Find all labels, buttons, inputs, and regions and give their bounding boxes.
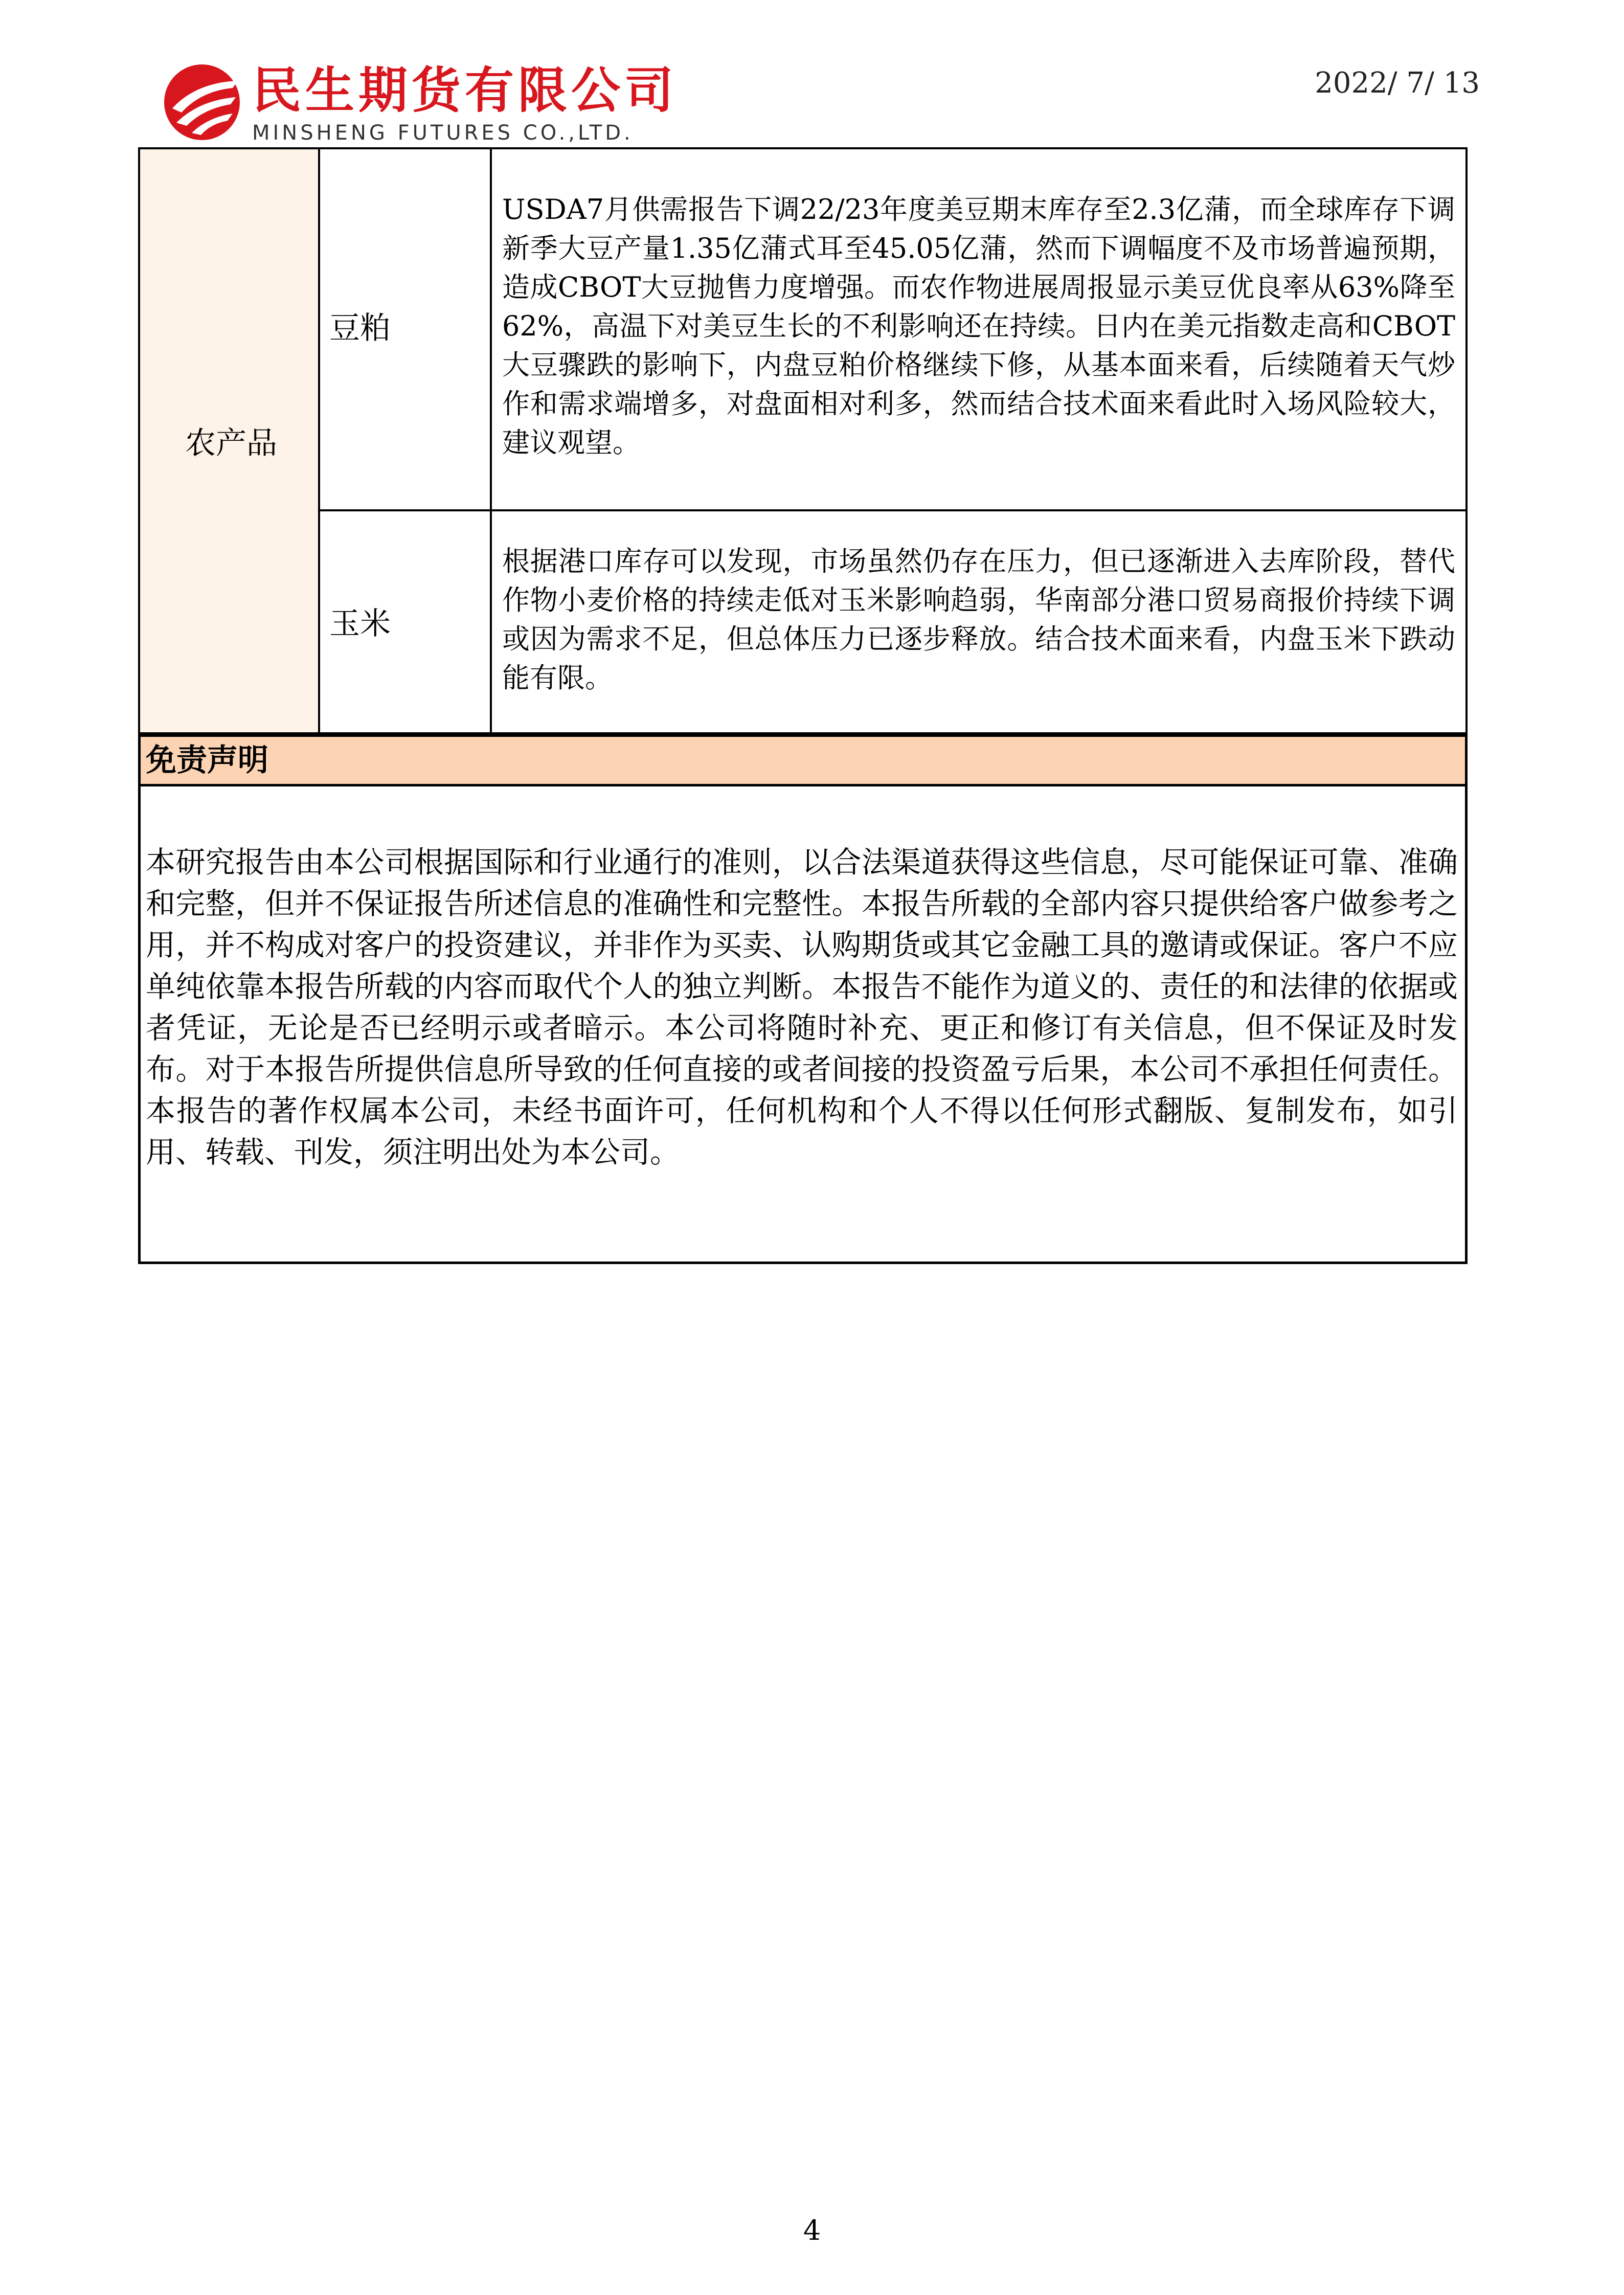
category-cell [138, 147, 320, 734]
table-row-desc-cell [490, 509, 1468, 734]
disclaimer-text: 本研究报告由本公司根据国际和行业通行的准则，以合法渠道获得这些信息，尽可能保证可靠、准确和完整，但并不保证报告所述信息的准确性和完整性。本报告所载的全部内容只提供给客户做参考之用，并不构成对客户的投资建议，并非作为买卖、认购期货或其它金融工具的邀请或保证。客户不应单纯依靠本报告所载的内容而取代个人的独立判断。本报告不能作为道义的、责任的和法律的依据或者凭证，无论是否已经明示或者暗示。本公司将随时补充、更正和修订有关信息，但不保证及时发布。对于本报告所提供信息所导致的任何直接的或者间接的投资盈亏后果，本公司不承担任何责任。本报告的著作权属本公司，未经书面许可，任何机构和个人不得以任何形式翻版、复制发布，如引用、转载、刊发，须注明出处为本公司。 [146, 845, 1458, 1169]
commodity-name: 豆粕 [329, 310, 391, 346]
commodity-analysis: 根据港口库存可以发现，市场虽然仍存在压力，但已逐渐进入去库阶段，替代作物小麦价格的持续走低对玉米影响趋弱，华南部分港口贸易商报价持续下调或因为需求不足，但总体压力已逐步释放。结合技术面来看，内盘玉米下跌动能有限。 [502, 545, 1455, 694]
commodity-analysis: USDA7月供需报告下调22/23年度美豆期末库存至2.3亿蒲，而全球库存下调新季大豆产量1.35亿蒲式耳至45.05亿蒲，然而下调幅度不及市场普遍预期，造成CBOT大豆抛售力度增强。而农作物进展周报显示美豆优良率从63%降至62%，高温下对美豆生长的不利影响还在持续。日内在美元指数走高和CBOT大豆骤跌的影响下，内盘豆粕价格继续下修，从基本面来看，后续随着天气炒作和需求端增多，对盘面相对利多，然而结合技术面来看此时入场风险较大，建议观望。 [502, 193, 1455, 459]
category-label: 农产品 [185, 425, 277, 461]
table-row-name-cell [318, 509, 492, 734]
report-date: 2022/ 7/ 13 [1315, 66, 1480, 100]
disclaimer-box [138, 784, 1468, 1264]
disclaimer-title: 免责声明 [138, 734, 1468, 786]
minsheng-logo-icon [161, 61, 243, 143]
company-name-cn: 民生期货有限公司 [252, 62, 678, 119]
page-number: 4 [803, 2214, 821, 2246]
commodity-table [138, 147, 1468, 734]
commodity-name: 玉米 [329, 606, 391, 642]
company-name-en: MINSHENG FUTURES CO.,LTD. [252, 121, 634, 145]
table-row-desc-cell [490, 147, 1468, 511]
table-row-name-cell [318, 147, 492, 511]
company-logo [161, 61, 678, 148]
